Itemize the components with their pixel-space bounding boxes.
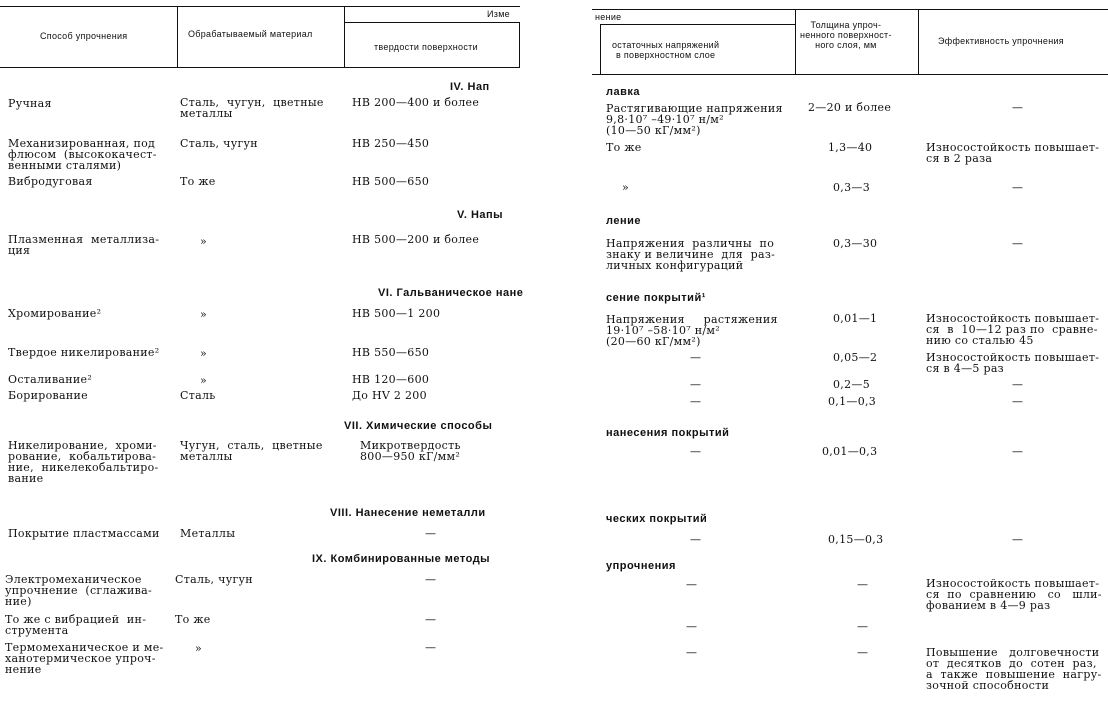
left-header-top-rule bbox=[0, 6, 520, 7]
left-row-4-material: » bbox=[200, 235, 208, 248]
left-header-divider-3 bbox=[519, 22, 520, 67]
left-section-6: VI. Гальваническое нане bbox=[378, 287, 524, 299]
right-section-7: нанесения покрытий bbox=[606, 427, 730, 439]
right-row-8-effect: — bbox=[1012, 395, 1024, 408]
right-row-12-stress: — bbox=[686, 620, 698, 633]
right-row-13-effect: Повышение долговечности от десятков до сотен раз, а также повышение нагру- зочной способности bbox=[926, 646, 1102, 692]
left-section-5: V. Напы bbox=[457, 209, 504, 221]
left-row-7-material: » bbox=[200, 374, 208, 387]
right-header-sub-rule bbox=[600, 24, 795, 25]
left-row-9-material: Чугун, сталь, цветные металлы bbox=[180, 439, 323, 463]
right-row-5-effect: Износостойкость повышает- ся в 10—12 раз по сравне- нию со сталью 45 bbox=[926, 312, 1100, 347]
right-row-9-thickness: 0,01—0,3 bbox=[822, 445, 878, 458]
left-row-12-method: То же с вибрацией ин- струмента bbox=[5, 613, 147, 637]
right-header-bottom-rule bbox=[592, 74, 1108, 75]
left-row-2-hardness: НВ 250—450 bbox=[352, 137, 430, 150]
left-header-method: Способ упрочнения bbox=[40, 31, 128, 41]
right-row-6-thickness: 0,05—2 bbox=[833, 351, 878, 364]
right-row-6-effect: Износостойкость повышает- ся в 4—5 раз bbox=[926, 351, 1100, 375]
right-row-5-stress: Напряжения растяжения 19·10⁷ –58·10⁷ н/м² (20—60 кГ/мм²) bbox=[606, 313, 778, 348]
left-row-10-method: Покрытие пластмассами bbox=[8, 527, 160, 540]
left-row-1-hardness: НВ 200—400 и более bbox=[352, 96, 480, 109]
left-row-7-method: Осталивание² bbox=[8, 373, 93, 386]
right-row-8-thickness: 0,1—0,3 bbox=[828, 395, 877, 408]
right-header-divider-2 bbox=[918, 9, 919, 74]
right-section-8: ческих покрытий bbox=[606, 513, 708, 525]
right-row-3-effect: — bbox=[1012, 181, 1024, 194]
left-row-3-material: То же bbox=[180, 175, 216, 188]
right-section-5: ление bbox=[606, 215, 641, 227]
left-row-9-hardness: Микротвердость 800—950 кГ/мм² bbox=[360, 439, 461, 463]
left-row-6-material: » bbox=[200, 347, 208, 360]
right-row-10-effect: — bbox=[1012, 533, 1024, 546]
right-row-11-stress: — bbox=[686, 578, 698, 591]
left-row-11-material: Сталь, чугун bbox=[175, 573, 253, 586]
left-row-11-hardness: — bbox=[425, 573, 437, 586]
right-header-thickness: Толщина упроч- ненного поверхност- ного слоя, мм bbox=[800, 20, 892, 50]
left-row-5-method: Хромирование² bbox=[8, 307, 102, 320]
left-row-12-material: То же bbox=[175, 613, 211, 626]
left-row-4-method: Плазменная металлиза- ция bbox=[8, 233, 160, 257]
left-row-5-hardness: НВ 500—1 200 bbox=[352, 307, 441, 320]
left-row-8-material: Сталь bbox=[180, 389, 216, 402]
left-row-8-method: Борирование bbox=[8, 389, 88, 402]
right-section-9: упрочнения bbox=[606, 560, 676, 572]
left-header-material: Обрабатываемый материал bbox=[188, 29, 313, 39]
left-header-hardness: твердости поверхности bbox=[374, 42, 478, 52]
left-header-sub-rule bbox=[344, 22, 520, 23]
right-row-1-effect: — bbox=[1012, 101, 1024, 114]
right-row-10-thickness: 0,15—0,3 bbox=[828, 533, 884, 546]
left-header-bottom-rule bbox=[0, 67, 520, 68]
left-row-13-hardness: — bbox=[425, 641, 437, 654]
right-header-stress: остаточных напряжений в поверхностном слое bbox=[612, 40, 720, 60]
right-header-effect: Эффективность упрочнения bbox=[938, 36, 1064, 46]
left-row-7-hardness: НВ 120—600 bbox=[352, 373, 430, 386]
right-header-divider-1 bbox=[795, 9, 796, 74]
left-row-10-material: Металлы bbox=[180, 527, 236, 540]
right-row-2-stress: То же bbox=[606, 141, 642, 154]
right-header-change-top: нение bbox=[595, 12, 622, 22]
right-row-2-thickness: 1,3—40 bbox=[828, 141, 873, 154]
right-row-9-stress: — bbox=[690, 445, 702, 458]
left-row-2-method: Механизированная, под флюсом (высококачест- венными сталями) bbox=[8, 137, 157, 172]
right-row-7-thickness: 0,2—5 bbox=[833, 378, 870, 391]
right-row-8-stress: — bbox=[690, 395, 702, 408]
right-row-11-thickness: — bbox=[857, 578, 869, 591]
left-section-8: VIII. Нанесение неметалли bbox=[330, 507, 486, 519]
left-header-divider-1 bbox=[177, 6, 178, 67]
left-row-6-method: Твердое никелирование² bbox=[8, 346, 160, 359]
left-row-1-material: Сталь, чугун, цветные металлы bbox=[180, 96, 324, 120]
left-row-5-material: » bbox=[200, 308, 208, 321]
left-section-9: IX. Комбинированные методы bbox=[312, 553, 491, 565]
left-row-10-hardness: — bbox=[425, 527, 437, 540]
right-row-7-effect: — bbox=[1012, 378, 1024, 391]
left-header-divider-2 bbox=[344, 6, 345, 67]
right-row-6-stress: — bbox=[690, 351, 702, 364]
right-row-3-stress: » bbox=[622, 181, 630, 194]
left-row-6-hardness: НВ 550—650 bbox=[352, 346, 430, 359]
left-row-13-material: » bbox=[195, 642, 203, 655]
left-row-3-method: Вибродуговая bbox=[8, 175, 93, 188]
right-row-7-stress: — bbox=[690, 378, 702, 391]
left-row-8-hardness: До HV 2 200 bbox=[352, 389, 427, 402]
right-row-4-thickness: 0,3—30 bbox=[833, 237, 878, 250]
left-row-3-hardness: НВ 500—650 bbox=[352, 175, 430, 188]
right-row-5-thickness: 0,01—1 bbox=[833, 312, 878, 325]
right-section-6: сение покрытий¹ bbox=[606, 292, 706, 304]
right-row-4-effect: — bbox=[1012, 237, 1024, 250]
right-row-13-thickness: — bbox=[857, 646, 869, 659]
left-row-11-method: Электромеханическое упрочнение (сглажива- ние) bbox=[5, 573, 153, 608]
right-row-11-effect: Износостойкость повышает- ся по сравнению со шли- фованием в 4—9 раз bbox=[926, 577, 1102, 612]
left-section-7: VII. Химические способы bbox=[344, 420, 493, 432]
right-row-3-thickness: 0,3—3 bbox=[833, 181, 870, 194]
right-row-10-stress: — bbox=[690, 533, 702, 546]
right-row-1-stress: Растягивающие напряжения 9,8·10⁷ –49·10⁷ н/м² (10—50 кГ/мм²) bbox=[606, 102, 783, 137]
left-row-13-method: Термомеханическое и ме- ханотермическое упроч- нение bbox=[5, 641, 164, 676]
left-row-2-material: Сталь, чугун bbox=[180, 137, 258, 150]
left-row-4-hardness: НВ 500—200 и более bbox=[352, 233, 480, 246]
right-row-9-effect: — bbox=[1012, 445, 1024, 458]
left-row-12-hardness: — bbox=[425, 613, 437, 626]
right-row-12-thickness: — bbox=[857, 620, 869, 633]
right-row-1-thickness: 2—20 и более bbox=[808, 101, 892, 114]
left-row-1-method: Ручная bbox=[8, 97, 52, 110]
right-section-4: лавка bbox=[606, 86, 640, 98]
right-row-2-effect: Износостойкость повышает- ся в 2 раза bbox=[926, 141, 1100, 165]
left-row-9-method: Никелирование, хроми- рование, кобальтирова- ние, никелекобальтиро- вание bbox=[8, 439, 159, 485]
right-row-13-stress: — bbox=[686, 646, 698, 659]
right-header-divider-0 bbox=[600, 24, 601, 74]
left-header-change-top: Изме bbox=[487, 9, 510, 19]
right-header-top-rule bbox=[592, 9, 1108, 10]
left-section-4: IV. Нап bbox=[450, 81, 490, 93]
right-row-4-stress: Напряжения различны по знаку и величине для раз- личных конфигураций bbox=[606, 237, 776, 272]
